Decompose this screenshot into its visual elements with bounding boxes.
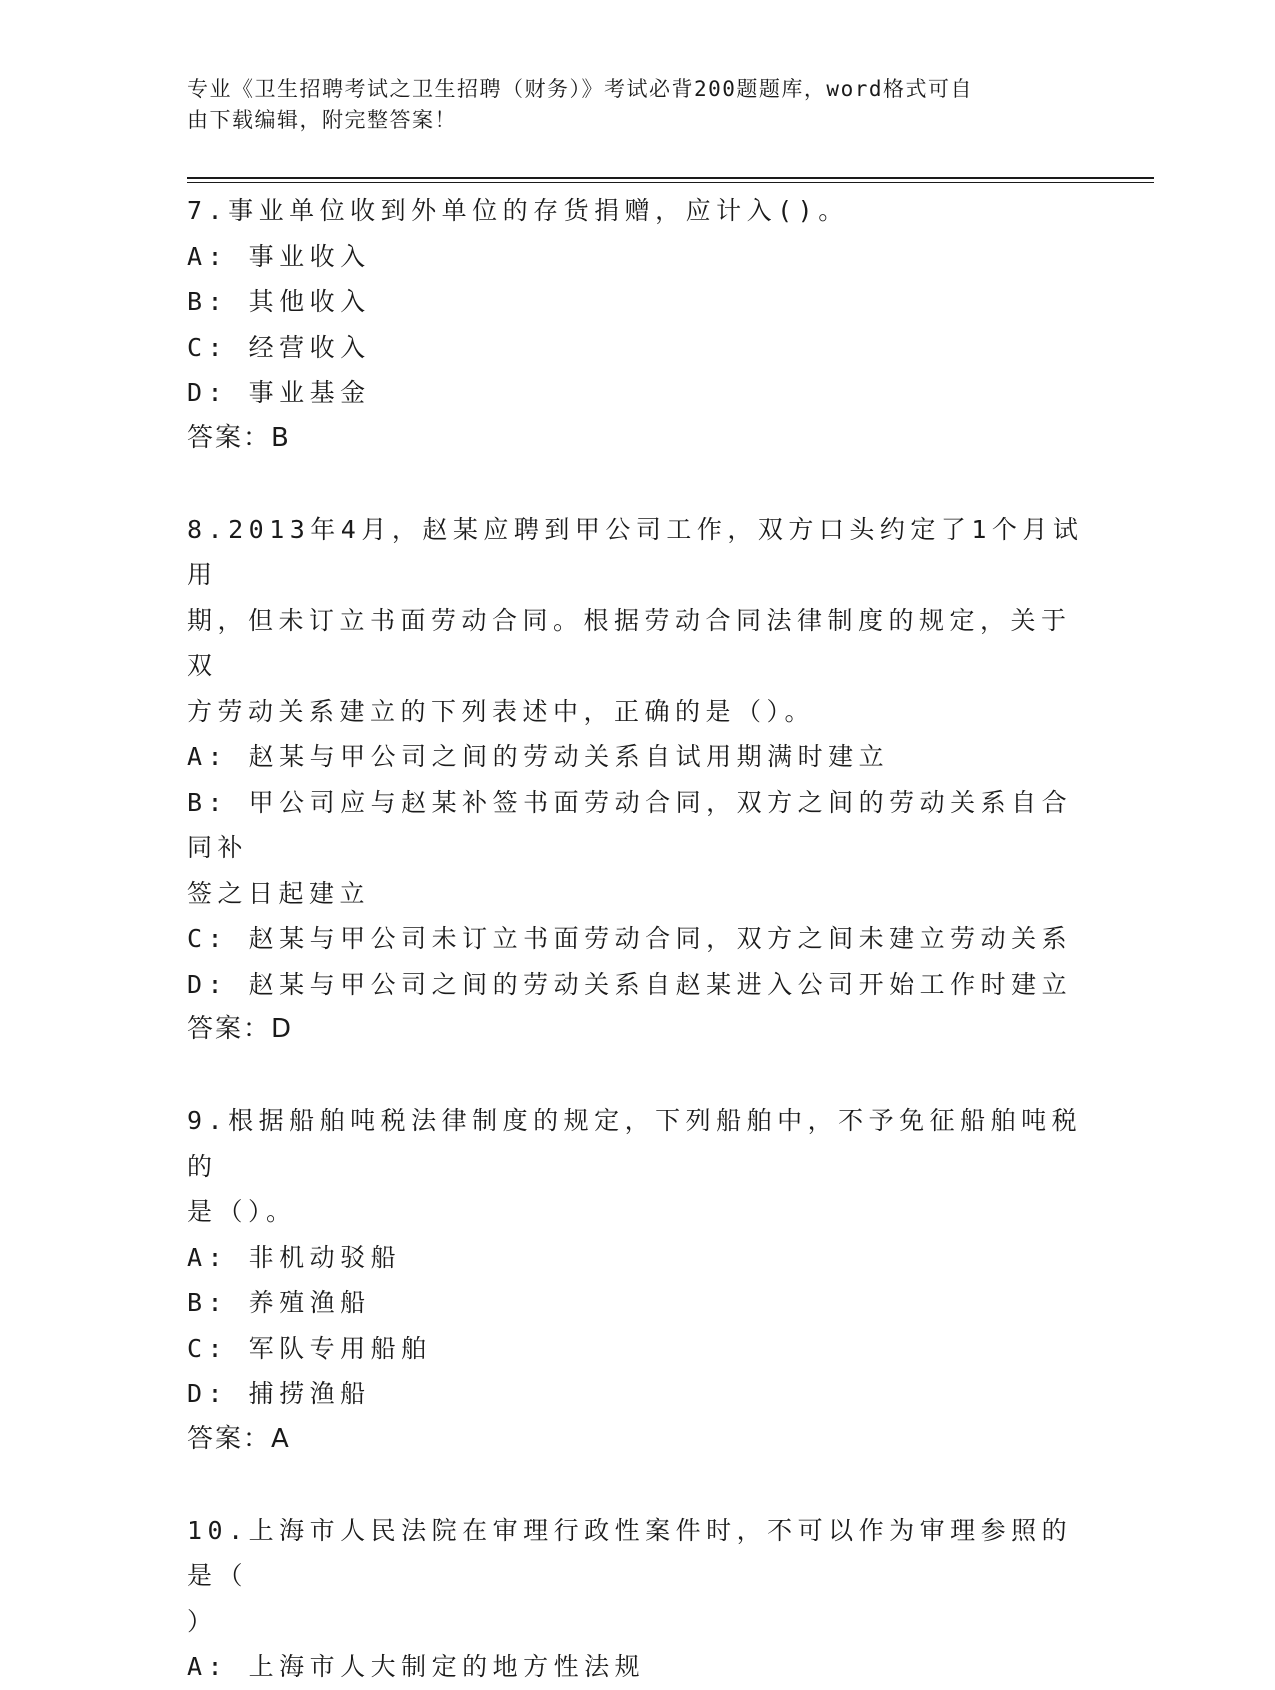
option-c: C: 军队专用船舶 — [187, 1333, 432, 1363]
answer-line: 答案：A — [187, 1423, 291, 1454]
question-stem: 期，但未订立书面劳动合同。根据劳动合同法律制度的规定，关于双 — [187, 605, 1072, 680]
spacer — [187, 461, 1087, 507]
question-7 — [187, 188, 1087, 461]
option-d: D: 事业基金 — [187, 378, 371, 407]
header-line: 专业《卫生招聘考试之卫生招聘（财务）》考试必背200题题库，word格式可自 — [187, 77, 973, 101]
option-d: D: 赵某与甲公司之间的劳动关系自赵某进入公司开始工作时建立 — [187, 969, 1073, 999]
question-stem: 是（）。 — [187, 1197, 297, 1226]
question-list — [187, 188, 1087, 1690]
question-9 — [187, 1098, 1087, 1462]
question-stem: 10.上海市人民法院在审理行政性案件时，不可以作为审理参照的是（ — [187, 1515, 1073, 1590]
option-d: D: 捕捞渔船 — [187, 1379, 371, 1408]
question-stem: ） — [187, 1606, 218, 1636]
document-header — [187, 74, 1067, 136]
option-b-continued: 签之日起建立 — [187, 878, 371, 908]
spacer — [187, 1053, 1087, 1099]
option-b: B: 养殖渔船 — [187, 1288, 371, 1317]
question-stem: 8.2013年4月，赵某应聘到甲公司工作，双方口头约定了1个月试用 — [187, 514, 1084, 589]
option-a: A: 上海市人大制定的地方性法规 — [187, 1652, 646, 1681]
question-stem: 7.事业单位收到外单位的存货捐赠，应计入()。 — [187, 196, 849, 225]
option-b: B: 其他收入 — [187, 287, 371, 316]
option-a: A: 事业收入 — [187, 241, 371, 271]
question-8 — [187, 507, 1087, 1053]
header-divider-thin — [187, 182, 1154, 183]
answer-line: 答案：D — [187, 1014, 294, 1044]
question-stem: 方劳动关系建立的下列表述中，正确的是（）。 — [187, 696, 816, 726]
question-stem: 9.根据船舶吨税法律制度的规定，下列船舶中，不予免征船舶吨税的 — [187, 1106, 1083, 1181]
header-line: 由下载编辑，附完整答案！ — [187, 108, 457, 132]
header-divider — [187, 177, 1154, 179]
option-a: A: 赵某与甲公司之间的劳动关系自试用期满时建立 — [187, 742, 890, 771]
spacer — [187, 1462, 1087, 1508]
answer-line: 答案：B — [187, 422, 291, 453]
option-b: B: 甲公司应与赵某补签书面劳动合同，双方之间的劳动关系自合同补 — [187, 787, 1073, 862]
option-c: C: 赵某与甲公司未订立书面劳动合同，双方之间未建立劳动关系 — [187, 924, 1073, 953]
option-c: C: 经营收入 — [187, 332, 371, 362]
question-10 — [187, 1508, 1087, 1690]
option-a: A: 非机动驳船 — [187, 1242, 402, 1272]
